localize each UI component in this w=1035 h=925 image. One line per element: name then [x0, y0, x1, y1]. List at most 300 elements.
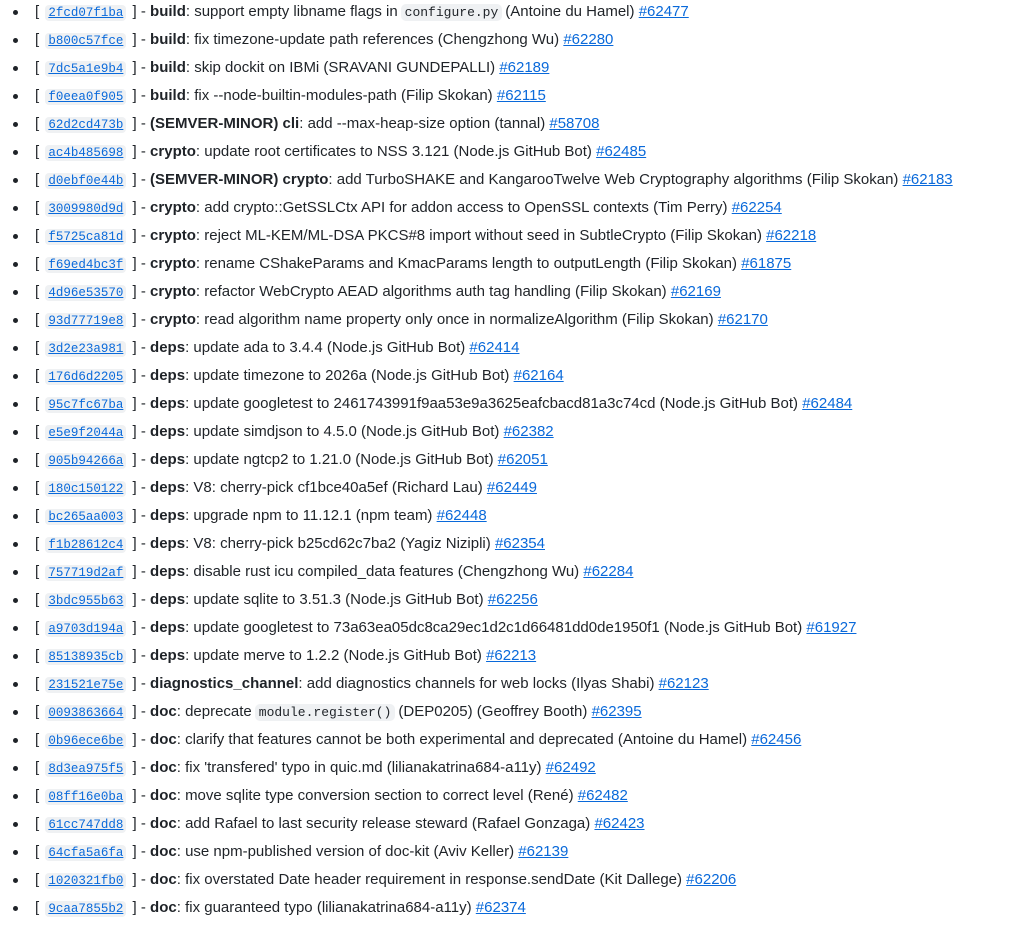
close-bracket: ] [132, 3, 137, 20]
open-bracket: [ [35, 871, 40, 888]
open-bracket: [ [35, 59, 40, 76]
open-bracket: [ [35, 423, 40, 440]
bullet-icon [13, 290, 18, 295]
open-bracket: [ [35, 899, 40, 916]
commit-entry: [ 64cfa5a6fa ] - doc: use npm-published version of doc-kit (Aviv Keller) #62139 [0, 840, 1035, 868]
commit-description: update merve to 1.2.2 (Node.js GitHub Bot) [193, 647, 482, 664]
close-bracket: ] [132, 731, 137, 748]
pull-request-link[interactable]: #62284 [583, 563, 634, 580]
commit-description: refactor WebCrypto AEAD algorithms auth tag handling (Filip Skokan) [204, 283, 667, 300]
commit-entry: [ f0eea0f905 ] - build: fix --node-builtin-modules-path (Filip Skokan) #62115 [0, 84, 1035, 112]
commit-sha-link[interactable]: bc265aa003 [45, 509, 126, 525]
close-bracket: ] [132, 451, 137, 468]
commit-subsystem: (SEMVER-MINOR) crypto [150, 171, 329, 188]
commit-sha-link[interactable]: 2fcd07f1ba [45, 5, 126, 21]
pull-request-link[interactable]: #62423 [594, 815, 645, 832]
commit-description: use npm-published version of doc-kit (Aviv Keller) [185, 843, 515, 860]
commit-description-suffix: (Antoine du Hamel) [505, 3, 635, 20]
bullet-icon [13, 794, 18, 799]
close-bracket: ] [132, 311, 137, 328]
pull-request-link[interactable]: #62456 [751, 731, 802, 748]
bullet-icon [13, 850, 18, 855]
commit-sha-link[interactable]: 85138935cb [45, 649, 126, 665]
commit-entry: [ 8d3ea975f5 ] - doc: fix 'transfered' typo in quic.md (lilianakatrina684-a11y) #62492 [0, 756, 1035, 784]
separator: - [140, 899, 146, 916]
commit-sha-link[interactable]: 905b94266a [45, 453, 126, 469]
close-bracket: ] [132, 507, 137, 524]
commit-sha-link[interactable]: 93d77719e8 [45, 313, 126, 329]
close-bracket: ] [132, 227, 137, 244]
commit-description: update googletest to 2461743991f9aa53e9a3625eafcbacd81a3c74cd (Node.js GitHub Bot) [193, 395, 799, 412]
commit-sha-link[interactable]: 0b96ece6be [45, 733, 126, 749]
bullet-icon [13, 626, 18, 631]
commit-description: add Rafael to last security release steward (Rafael Gonzaga) [185, 815, 591, 832]
bullet-icon [13, 66, 18, 71]
commit-entry: [ bc265aa003 ] - deps: upgrade npm to 11.12.1 (npm team) #62448 [0, 504, 1035, 532]
commit-sha-link[interactable]: 757719d2af [45, 565, 126, 581]
close-bracket: ] [132, 59, 137, 76]
commit-subsystem: deps [150, 563, 186, 580]
commit-entry: [ 61cc747dd8 ] - doc: add Rafael to last security release steward (Rafael Gonzaga) #62423 [0, 812, 1035, 840]
separator: - [140, 703, 146, 720]
commit-sha-link[interactable]: ac4b485698 [45, 145, 126, 161]
commit-sha-link[interactable]: 62d2cd473b [45, 117, 126, 133]
bullet-icon [13, 178, 18, 183]
separator: - [140, 339, 146, 356]
separator: - [140, 507, 146, 524]
commit-entry: [ f69ed4bc3f ] - crypto: rename CShakeParams and KmacParams length to outputLength (Filip Skokan) #61875 [0, 252, 1035, 280]
pull-request-link[interactable]: #62354 [494, 535, 545, 552]
commit-entry: [ 08ff16e0ba ] - doc: move sqlite type conversion section to correct level (René) #62482 [0, 784, 1035, 812]
commit-description: deprecate [185, 703, 252, 720]
commit-entry: [ 9caa7855b2 ] - doc: fix guaranteed typo (lilianakatrina684-a11y) #62374 [0, 896, 1035, 924]
inline-code: configure.py [401, 4, 503, 21]
separator: - [140, 731, 146, 748]
commit-sha-link[interactable]: 3d2e23a981 [45, 341, 126, 357]
open-bracket: [ [35, 283, 40, 300]
commit-description: fix guaranteed typo (lilianakatrina684-a11y) [185, 899, 472, 916]
commit-description: read algorithm name property only once in normalizeAlgorithm (Filip Skokan) [204, 311, 714, 328]
commit-sha-link[interactable]: 64cfa5a6fa [45, 845, 126, 861]
commit-description: fix 'transfered' typo in quic.md (lilianakatrina684-a11y) [185, 759, 542, 776]
close-bracket: ] [132, 871, 137, 888]
bullet-icon [13, 598, 18, 603]
commit-entry: [ 62d2cd473b ] - (SEMVER-MINOR) cli: add --max-heap-size option (tannal) #58708 [0, 112, 1035, 140]
commit-sha-link[interactable]: f0eea0f905 [45, 89, 126, 105]
commit-sha-link[interactable]: 1020321fb0 [45, 873, 126, 889]
commit-entry: [ 3bdc955b63 ] - deps: update sqlite to 3.51.3 (Node.js GitHub Bot) #62256 [0, 588, 1035, 616]
commit-subsystem: doc [150, 899, 177, 916]
commit-sha-link[interactable]: 3bdc955b63 [45, 593, 126, 609]
commit-subsystem: deps [150, 619, 186, 636]
open-bracket: [ [35, 787, 40, 804]
commit-entry: [ d0ebf0e44b ] - (SEMVER-MINOR) crypto: add TurboSHAKE and KangarooTwelve Web Cryptography algorithms (Filip Skokan) #62183 [0, 168, 1035, 196]
close-bracket: ] [132, 759, 137, 776]
separator: - [140, 395, 146, 412]
commit-subsystem: doc [150, 871, 177, 888]
open-bracket: [ [35, 647, 40, 664]
separator: - [140, 199, 146, 216]
close-bracket: ] [132, 87, 137, 104]
separator: - [140, 871, 146, 888]
separator: - [140, 787, 146, 804]
bullet-icon [13, 710, 18, 715]
commit-sha-link[interactable]: 4d96e53570 [45, 285, 126, 301]
commit-entry: [ 95c7fc67ba ] - deps: update googletest to 2461743991f9aa53e9a3625eafcbacd81a3c74cd (Node.js GitHub Bot) #62484 [0, 392, 1035, 420]
commit-description-suffix: (DEP0205) (Geoffrey Booth) [398, 703, 588, 720]
separator: - [140, 171, 146, 188]
bullet-icon [13, 542, 18, 547]
commit-sha-link[interactable]: 7dc5a1e9b4 [45, 61, 126, 77]
commit-subsystem: deps [150, 535, 186, 552]
close-bracket: ] [132, 591, 137, 608]
commit-sha-link[interactable]: b800c57fce [45, 33, 126, 49]
separator: - [140, 619, 146, 636]
bullet-icon [13, 318, 18, 323]
commit-description: support empty libname flags in [194, 3, 398, 20]
pull-request-link[interactable]: #62382 [503, 423, 554, 440]
close-bracket: ] [132, 647, 137, 664]
commit-entry: [ 231521e75e ] - diagnostics_channel: add diagnostics channels for web locks (Ilyas Shabi) #62123 [0, 672, 1035, 700]
close-bracket: ] [132, 675, 137, 692]
commit-subsystem: build [150, 87, 186, 104]
separator: - [140, 87, 146, 104]
commit-description: move sqlite type conversion section to correct level (René) [185, 787, 574, 804]
open-bracket: [ [35, 563, 40, 580]
bullet-icon [13, 38, 18, 43]
bullet-icon [13, 738, 18, 743]
close-bracket: ] [132, 255, 137, 272]
commit-subsystem: crypto [150, 283, 196, 300]
pull-request-link[interactable]: #62169 [670, 283, 721, 300]
open-bracket: [ [35, 3, 40, 20]
commit-subsystem: deps [150, 423, 186, 440]
pull-request-link[interactable]: #62485 [596, 143, 647, 160]
pull-request-link[interactable]: #62051 [497, 451, 548, 468]
bullet-icon [13, 878, 18, 883]
commit-description: disable rust icu compiled_data features (Chengzhong Wu) [193, 563, 580, 580]
commit-description: add --max-heap-size option (tannal) [307, 115, 546, 132]
commit-description: update simdjson to 4.5.0 (Node.js GitHub Bot) [193, 423, 500, 440]
close-bracket: ] [132, 535, 137, 552]
bullet-icon [13, 458, 18, 463]
commit-entry: [ e5e9f2044a ] - deps: update simdjson to 4.5.0 (Node.js GitHub Bot) #62382 [0, 420, 1035, 448]
commit-entry: [ 85138935cb ] - deps: update merve to 1.2.2 (Node.js GitHub Bot) #62213 [0, 644, 1035, 672]
pull-request-link[interactable]: #62183 [902, 171, 953, 188]
pull-request-link[interactable]: #62449 [486, 479, 537, 496]
commit-subsystem: crypto [150, 143, 196, 160]
bullet-icon [13, 234, 18, 239]
separator: - [140, 479, 146, 496]
commit-description: V8: cherry-pick cf1bce40a5ef (Richard Lau) [193, 479, 483, 496]
bullet-icon [13, 682, 18, 687]
bullet-icon [13, 402, 18, 407]
commit-entry: [ 7dc5a1e9b4 ] - build: skip dockit on IBMi (SRAVANI GUNDEPALLI) #62189 [0, 56, 1035, 84]
bullet-icon [13, 262, 18, 267]
bullet-icon [13, 766, 18, 771]
close-bracket: ] [132, 395, 137, 412]
commit-description: rename CShakeParams and KmacParams length to outputLength (Filip Skokan) [204, 255, 738, 272]
separator: - [140, 367, 146, 384]
pull-request-link[interactable]: #61927 [806, 619, 857, 636]
separator: - [140, 815, 146, 832]
commit-description: fix --node-builtin-modules-path (Filip Skokan) [194, 87, 493, 104]
pull-request-link[interactable]: #62477 [638, 3, 689, 20]
close-bracket: ] [132, 31, 137, 48]
open-bracket: [ [35, 115, 40, 132]
separator: - [140, 451, 146, 468]
commit-entry: [ 93d77719e8 ] - crypto: read algorithm name property only once in normalizeAlgorithm (Filip Skokan) #62170 [0, 308, 1035, 336]
commit-sha-link[interactable]: f1b28612c4 [45, 537, 126, 553]
separator: - [140, 423, 146, 440]
pull-request-link[interactable]: #62414 [469, 339, 520, 356]
open-bracket: [ [35, 843, 40, 860]
commit-description: V8: cherry-pick b25cd62c7ba2 (Yagiz Nizipli) [193, 535, 491, 552]
close-bracket: ] [132, 899, 137, 916]
pull-request-link[interactable]: #62254 [731, 199, 782, 216]
bullet-icon [13, 10, 18, 15]
commit-subsystem: deps [150, 367, 186, 384]
commit-sha-link[interactable]: f5725ca81d [45, 229, 126, 245]
commit-subsystem: deps [150, 507, 186, 524]
commit-subsystem: build [150, 31, 186, 48]
commit-description: add crypto::GetSSLCtx API for addon access to OpenSSL contexts (Tim Perry) [204, 199, 728, 216]
commit-subsystem: crypto [150, 199, 196, 216]
commit-entry: [ a9703d194a ] - deps: update googletest to 73a63ea05dc8ca29ec1d2c1d66481dd0de1950f1 (Node.js GitHub Bot) #61927 [0, 616, 1035, 644]
separator: - [140, 591, 146, 608]
commit-subsystem: build [150, 3, 186, 20]
separator: - [140, 675, 146, 692]
close-bracket: ] [132, 199, 137, 216]
commit-description: fix timezone-update path references (Chengzhong Wu) [194, 31, 560, 48]
commit-entry: [ f1b28612c4 ] - deps: V8: cherry-pick b25cd62c7ba2 (Yagiz Nizipli) #62354 [0, 532, 1035, 560]
commit-description: update ada to 3.4.4 (Node.js GitHub Bot) [193, 339, 466, 356]
separator: - [140, 143, 146, 160]
pull-request-link[interactable]: #62492 [545, 759, 596, 776]
close-bracket: ] [132, 619, 137, 636]
open-bracket: [ [35, 815, 40, 832]
open-bracket: [ [35, 731, 40, 748]
pull-request-link[interactable]: #62189 [499, 59, 550, 76]
close-bracket: ] [132, 367, 137, 384]
open-bracket: [ [35, 227, 40, 244]
open-bracket: [ [35, 619, 40, 636]
bullet-icon [13, 654, 18, 659]
open-bracket: [ [35, 395, 40, 412]
commit-sha-link[interactable]: d0ebf0e44b [45, 173, 126, 189]
commit-entry: [ 905b94266a ] - deps: update ngtcp2 to 1.21.0 (Node.js GitHub Bot) #62051 [0, 448, 1035, 476]
commit-subsystem: doc [150, 759, 177, 776]
commit-subsystem: doc [150, 815, 177, 832]
pull-request-link[interactable]: #58708 [549, 115, 600, 132]
bullet-icon [13, 206, 18, 211]
close-bracket: ] [132, 423, 137, 440]
pull-request-link[interactable]: #62139 [518, 843, 569, 860]
pull-request-link[interactable]: #62123 [658, 675, 709, 692]
open-bracket: [ [35, 199, 40, 216]
separator: - [140, 311, 146, 328]
close-bracket: ] [132, 843, 137, 860]
commit-entry: [ 4d96e53570 ] - crypto: refactor WebCrypto AEAD algorithms auth tag handling (Filip Skokan) #62169 [0, 280, 1035, 308]
pull-request-link[interactable]: #62374 [475, 899, 526, 916]
pull-request-link[interactable]: #62218 [766, 227, 817, 244]
close-bracket: ] [132, 143, 137, 160]
bullet-icon [13, 374, 18, 379]
commit-description: update timezone to 2026a (Node.js GitHub Bot) [193, 367, 510, 384]
open-bracket: [ [35, 311, 40, 328]
commit-description: add TurboSHAKE and KangarooTwelve Web Cryptography algorithms (Filip Skokan) [336, 171, 899, 188]
commit-sha-link[interactable]: 61cc747dd8 [45, 817, 126, 833]
commit-entry: [ 2fcd07f1ba ] - build: support empty libname flags in configure.py (Antoine du Hamel) #62477 [0, 0, 1035, 28]
commit-entry: [ b800c57fce ] - build: fix timezone-update path references (Chengzhong Wu) #62280 [0, 28, 1035, 56]
commit-subsystem: (SEMVER-MINOR) cli [150, 115, 300, 132]
separator: - [140, 283, 146, 300]
open-bracket: [ [35, 507, 40, 524]
commit-sha-link[interactable]: 176d6d2205 [45, 369, 126, 385]
commit-subsystem: deps [150, 647, 186, 664]
close-bracket: ] [132, 479, 137, 496]
close-bracket: ] [132, 171, 137, 188]
open-bracket: [ [35, 591, 40, 608]
bullet-icon [13, 822, 18, 827]
commit-subsystem: doc [150, 843, 177, 860]
separator: - [140, 647, 146, 664]
commit-description: update root certificates to NSS 3.121 (Node.js GitHub Bot) [204, 143, 592, 160]
commit-sha-link[interactable]: 08ff16e0ba [45, 789, 126, 805]
open-bracket: [ [35, 451, 40, 468]
open-bracket: [ [35, 171, 40, 188]
open-bracket: [ [35, 479, 40, 496]
commit-sha-link[interactable]: 180c150122 [45, 481, 126, 497]
pull-request-link[interactable]: #62213 [486, 647, 537, 664]
commit-sha-link[interactable]: 0093863664 [45, 705, 126, 721]
commit-description: add diagnostics channels for web locks (Ilyas Shabi) [306, 675, 655, 692]
commit-description: upgrade npm to 11.12.1 (npm team) [193, 507, 433, 524]
pull-request-link[interactable]: #62115 [496, 87, 546, 104]
commit-subsystem: deps [150, 395, 186, 412]
commit-sha-link[interactable]: a9703d194a [45, 621, 126, 637]
commit-entry: [ 0b96ece6be ] - doc: clarify that features cannot be both experimental and deprecated (Antoine du Hamel) #62456 [0, 728, 1035, 756]
open-bracket: [ [35, 759, 40, 776]
separator: - [140, 535, 146, 552]
commit-subsystem: doc [150, 731, 177, 748]
commit-entry: [ 176d6d2205 ] - deps: update timezone to 2026a (Node.js GitHub Bot) #62164 [0, 364, 1035, 392]
commit-entry: [ f5725ca81d ] - crypto: reject ML-KEM/ML-DSA PKCS#8 import without seed in SubtleCrypto (Filip Skokan) #62218 [0, 224, 1035, 252]
open-bracket: [ [35, 367, 40, 384]
pull-request-link[interactable]: #62164 [513, 367, 564, 384]
close-bracket: ] [132, 703, 137, 720]
commit-subsystem: diagnostics_channel [150, 675, 299, 692]
inline-code: module.register() [255, 704, 396, 721]
commit-sha-link[interactable]: f69ed4bc3f [45, 257, 126, 273]
commit-sha-link[interactable]: 231521e75e [45, 677, 126, 693]
commit-description: fix overstated Date header requirement in response.sendDate (Kit Dallege) [185, 871, 682, 888]
commit-sha-link[interactable]: 8d3ea975f5 [45, 761, 126, 777]
pull-request-link[interactable]: #62280 [563, 31, 614, 48]
open-bracket: [ [35, 339, 40, 356]
commit-sha-link[interactable]: 3009980d9d [45, 201, 126, 217]
bullet-icon [13, 122, 18, 127]
separator: - [140, 59, 146, 76]
bullet-icon [13, 906, 18, 911]
bullet-icon [13, 346, 18, 351]
commit-subsystem: doc [150, 787, 177, 804]
commit-entry: [ 0093863664 ] - doc: deprecate module.register() (DEP0205) (Geoffrey Booth) #62395 [0, 700, 1035, 728]
separator: - [140, 115, 146, 132]
commit-subsystem: crypto [150, 311, 196, 328]
commit-sha-link[interactable]: 9caa7855b2 [45, 901, 126, 917]
commit-sha-link[interactable]: 95c7fc67ba [45, 397, 126, 413]
open-bracket: [ [35, 703, 40, 720]
open-bracket: [ [35, 255, 40, 272]
commit-description: skip dockit on IBMi (SRAVANI GUNDEPALLI) [194, 59, 496, 76]
commit-entry: [ 1020321fb0 ] - doc: fix overstated Date header requirement in response.sendDate (Kit Dallege) #62206 [0, 868, 1035, 896]
commit-subsystem: doc [150, 703, 177, 720]
commit-subsystem: deps [150, 451, 186, 468]
commit-subsystem: crypto [150, 255, 196, 272]
commit-entry: [ ac4b485698 ] - crypto: update root certificates to NSS 3.121 (Node.js GitHub Bot) #62485 [0, 140, 1035, 168]
separator: - [140, 759, 146, 776]
pull-request-link[interactable]: #62206 [686, 871, 737, 888]
commit-description: update ngtcp2 to 1.21.0 (Node.js GitHub Bot) [193, 451, 494, 468]
bullet-icon [13, 430, 18, 435]
commit-description: clarify that features cannot be both experimental and deprecated (Antoine du Hamel) [185, 731, 748, 748]
commit-subsystem: deps [150, 591, 186, 608]
commit-entry: [ 3d2e23a981 ] - deps: update ada to 3.4.4 (Node.js GitHub Bot) #62414 [0, 336, 1035, 364]
pull-request-link[interactable]: #62395 [591, 703, 642, 720]
close-bracket: ] [132, 815, 137, 832]
close-bracket: ] [132, 339, 137, 356]
pull-request-link[interactable]: #62448 [436, 507, 487, 524]
open-bracket: [ [35, 87, 40, 104]
pull-request-link[interactable]: #62482 [577, 787, 628, 804]
open-bracket: [ [35, 31, 40, 48]
open-bracket: [ [35, 675, 40, 692]
close-bracket: ] [132, 115, 137, 132]
separator: - [140, 31, 146, 48]
commit-description: update googletest to 73a63ea05dc8ca29ec1d2c1d66481dd0de1950f1 (Node.js GitHub Bot) [193, 619, 803, 636]
commit-entry: [ 757719d2af ] - deps: disable rust icu compiled_data features (Chengzhong Wu) #62284 [0, 560, 1035, 588]
commit-subsystem: crypto [150, 227, 196, 244]
commit-sha-link[interactable]: e5e9f2044a [45, 425, 126, 441]
bullet-icon [13, 94, 18, 99]
pull-request-link[interactable]: #62256 [487, 591, 538, 608]
commit-entry: [ 180c150122 ] - deps: V8: cherry-pick cf1bce40a5ef (Richard Lau) #62449 [0, 476, 1035, 504]
separator: - [140, 3, 146, 20]
separator: - [140, 227, 146, 244]
close-bracket: ] [132, 787, 137, 804]
commit-description: reject ML-KEM/ML-DSA PKCS#8 import without seed in SubtleCrypto (Filip Skokan) [204, 227, 762, 244]
pull-request-link[interactable]: #62170 [717, 311, 768, 328]
pull-request-link[interactable]: #61875 [741, 255, 792, 272]
separator: - [140, 563, 146, 580]
bullet-icon [13, 150, 18, 155]
separator: - [140, 843, 146, 860]
bullet-icon [13, 570, 18, 575]
commit-subsystem: deps [150, 339, 186, 356]
pull-request-link[interactable]: #62484 [802, 395, 853, 412]
commit-description: update sqlite to 3.51.3 (Node.js GitHub Bot) [193, 591, 484, 608]
bullet-icon [13, 514, 18, 519]
close-bracket: ] [132, 563, 137, 580]
open-bracket: [ [35, 143, 40, 160]
commit-subsystem: build [150, 59, 186, 76]
open-bracket: [ [35, 535, 40, 552]
commit-subsystem: deps [150, 479, 186, 496]
separator: - [140, 255, 146, 272]
close-bracket: ] [132, 283, 137, 300]
bullet-icon [13, 486, 18, 491]
